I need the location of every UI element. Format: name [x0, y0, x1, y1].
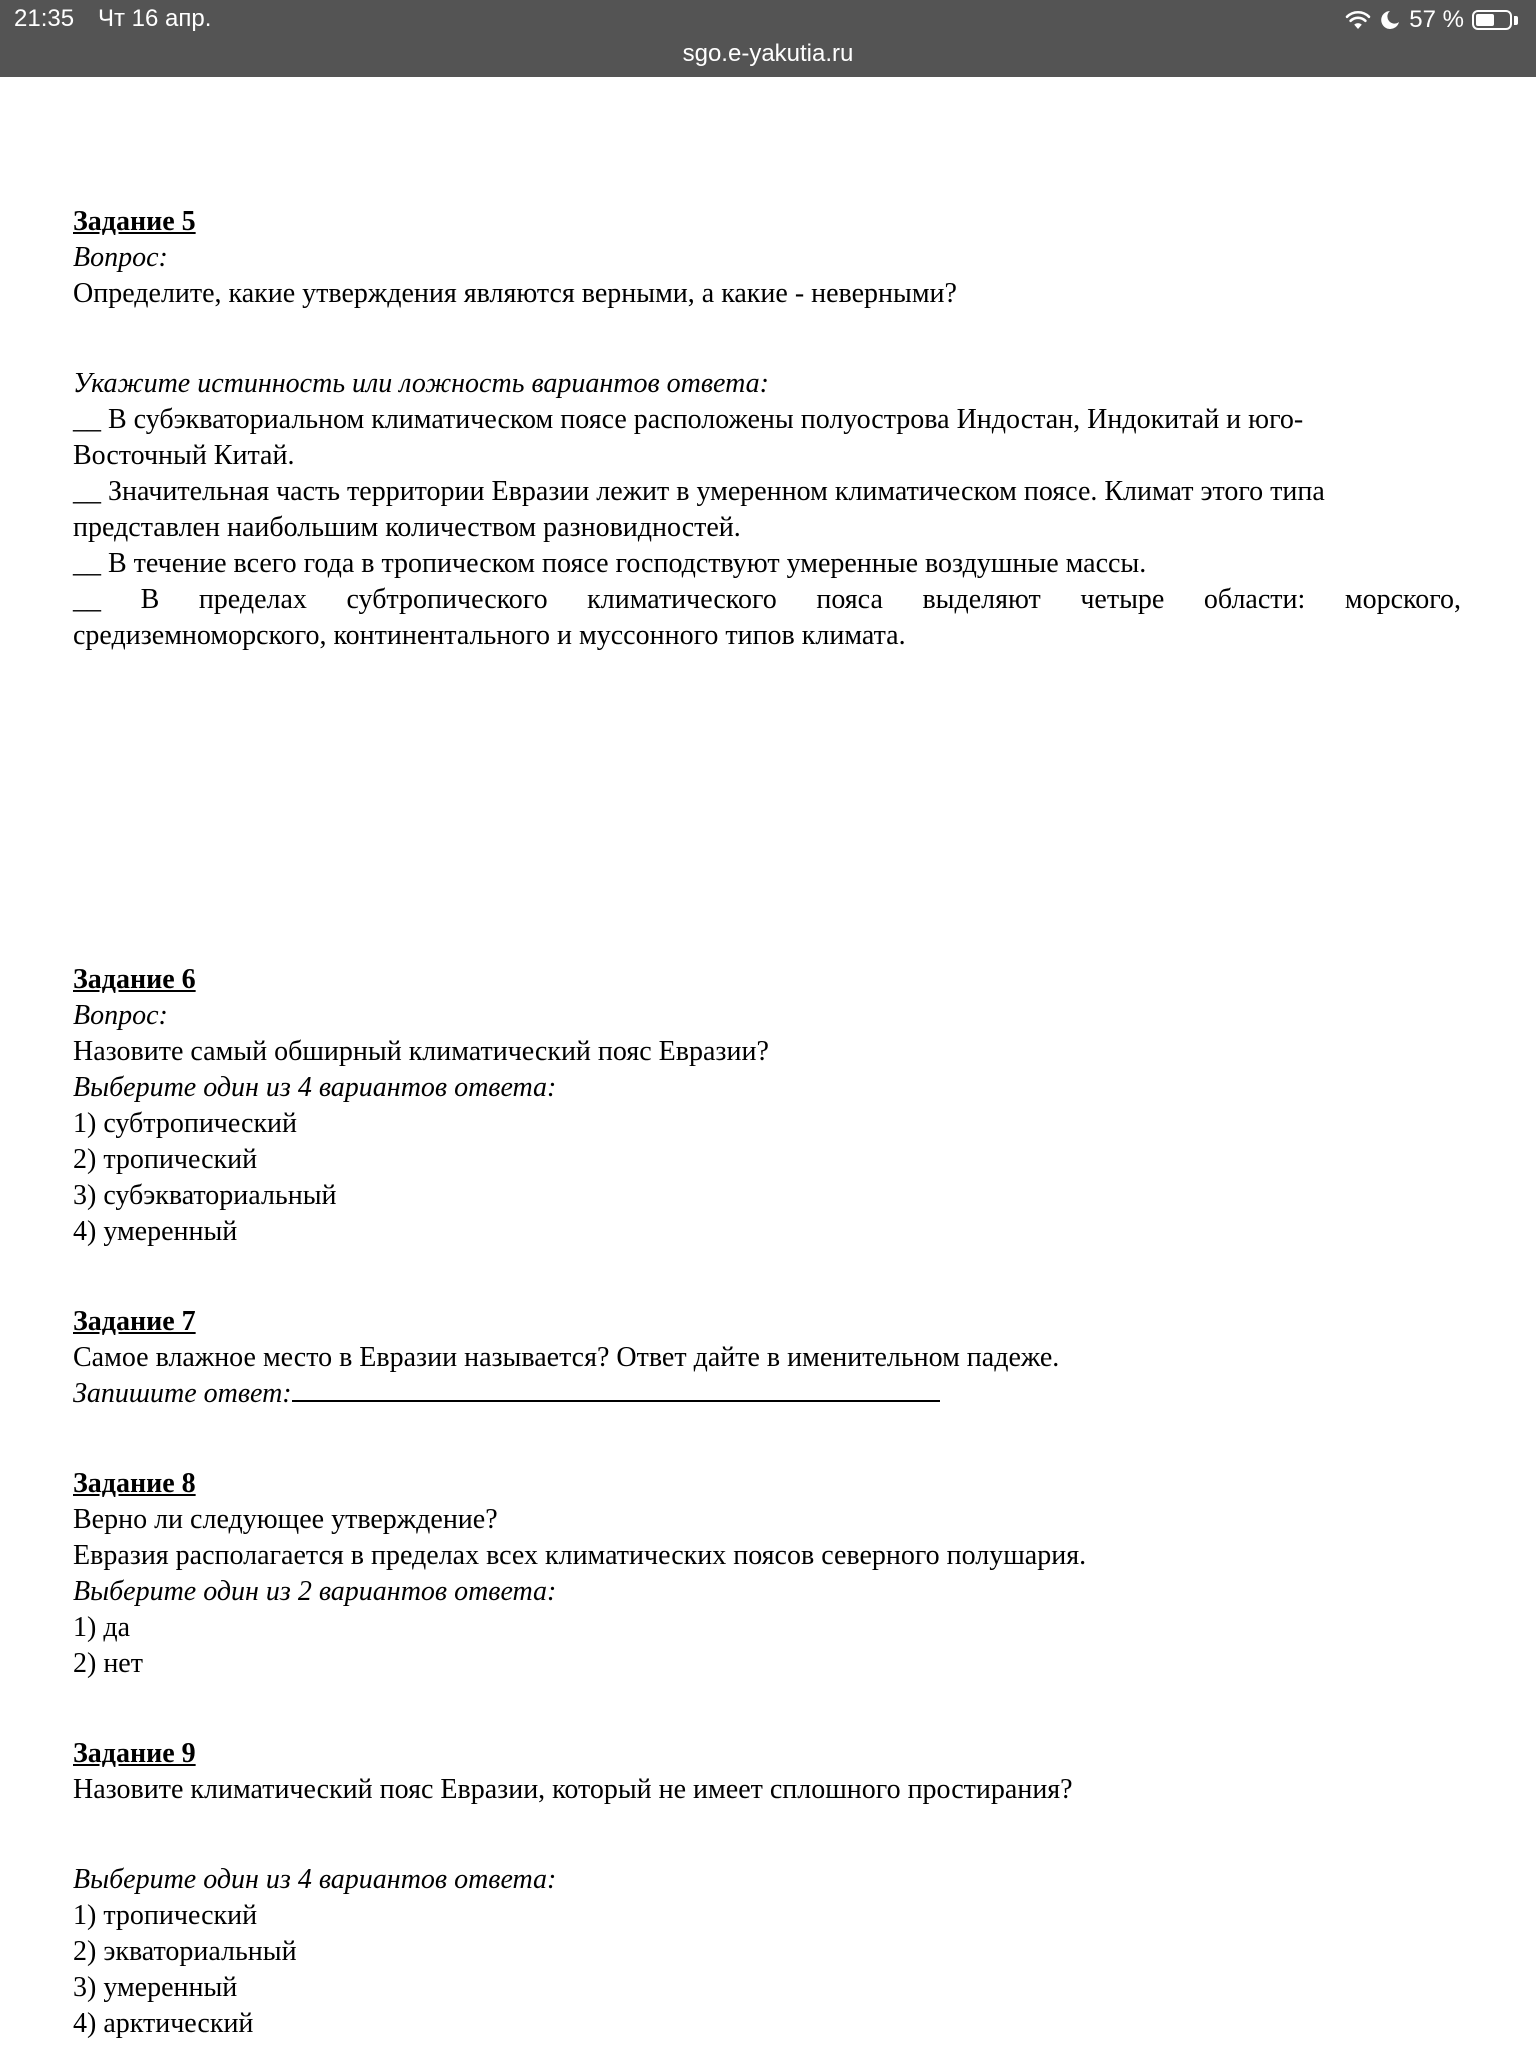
task5-statement-2-cont: представлен наибольшим количеством разновидностей. — [73, 512, 741, 543]
task6-option: 2) тропический — [73, 1144, 258, 1175]
task9-option: 2) экваториальный — [73, 1936, 297, 1967]
task6-option: 4) умеренный — [73, 1216, 238, 1247]
task9-option: 3) умеренный — [73, 1972, 238, 2003]
task5-statement-4-cont: средиземноморского, континентального и муссонного типов климата. — [73, 620, 906, 651]
task5-statement-3: __ В течение всего года в тропическом поясе господствуют умеренные воздушные массы. — [73, 548, 1147, 579]
task5-title: Задание 5 — [73, 206, 196, 237]
moon-icon — [1379, 9, 1401, 31]
word: области: — [1203, 584, 1306, 615]
task6-question: Назовите самый обширный климатический пояс Евразии? — [73, 1036, 769, 1067]
task8-option: 1) да — [73, 1612, 130, 1643]
task9-question: Назовите климатический пояс Евразии, который не имеет сплошного простирания? — [73, 1774, 1073, 1805]
word: климатического — [587, 584, 777, 615]
answer-blank — [292, 1376, 940, 1402]
word: выделяют — [922, 584, 1041, 615]
task6-instruction: Выберите один из 4 вариантов ответа: — [73, 1072, 557, 1103]
task7-question: Самое влажное место в Евразии называется? Ответ дайте в именительном падеже. — [73, 1342, 1060, 1373]
task5-statement-4 — [73, 582, 1461, 618]
task8-title: Задание 8 — [73, 1468, 196, 1499]
task7-title: Задание 7 — [73, 1306, 196, 1337]
word: __ — [73, 584, 101, 615]
task7-answer-label: Запишите ответ: — [73, 1378, 292, 1409]
task6-question-label: Вопрос: — [73, 1000, 168, 1031]
status-indicators — [1337, 6, 1518, 34]
wifi-icon — [1345, 10, 1371, 30]
task5-instruction: Укажите истинность или ложность вариантов ответа: — [73, 368, 769, 399]
word: морского, — [1344, 584, 1461, 615]
battery-level — [1476, 14, 1494, 26]
task9-option: 4) арктический — [73, 2008, 254, 2039]
word: четыре — [1080, 584, 1165, 615]
task5-question-label: Вопрос: — [73, 242, 168, 273]
status-date: Чт 16 апр. — [98, 5, 212, 32]
battery-percent: 57 % — [1409, 6, 1464, 33]
task5-statement-1-cont: Восточный Китай. — [73, 440, 295, 471]
word: пределах — [198, 584, 307, 615]
task8-question: Верно ли следующее утверждение? — [73, 1504, 498, 1535]
task8-statement: Евразия располагается в пределах всех климатических поясов северного полушария. — [73, 1540, 1087, 1571]
task9-option: 1) тропический — [73, 1900, 258, 1931]
task6-option: 1) субтропический — [73, 1108, 298, 1139]
task6-title: Задание 6 — [73, 964, 196, 995]
word: пояса — [816, 584, 883, 615]
document — [73, 168, 1461, 2042]
task5-statement-2: __ Значительная часть территории Евразии лежит в умеренном климатическом поясе. Климат этого типа — [73, 476, 1325, 507]
url-bar[interactable]: sgo.e-yakutia.ru — [682, 40, 854, 67]
task9-instruction: Выберите один из 4 вариантов ответа: — [73, 1864, 557, 1895]
battery-icon — [1472, 10, 1512, 30]
status-time: 21:35 — [14, 5, 75, 32]
battery-nub — [1514, 16, 1518, 25]
task7-answer-row — [73, 1376, 1461, 1412]
word: В — [140, 584, 160, 615]
task8-option: 2) нет — [73, 1648, 143, 1679]
task6-option: 3) субэкваториальный — [73, 1180, 337, 1211]
status-bar — [0, 0, 1536, 77]
task9-title: Задание 9 — [73, 1738, 196, 1769]
task8-instruction: Выберите один из 2 вариантов ответа: — [73, 1576, 557, 1607]
word: субтропического — [346, 584, 548, 615]
task5-question: Определите, какие утверждения являются верными, а какие - неверными? — [73, 278, 957, 309]
task5-statement-1: __ В субэкваториальном климатическом поясе расположены полуострова Индостан, Индокитай и юго- — [73, 404, 1304, 435]
